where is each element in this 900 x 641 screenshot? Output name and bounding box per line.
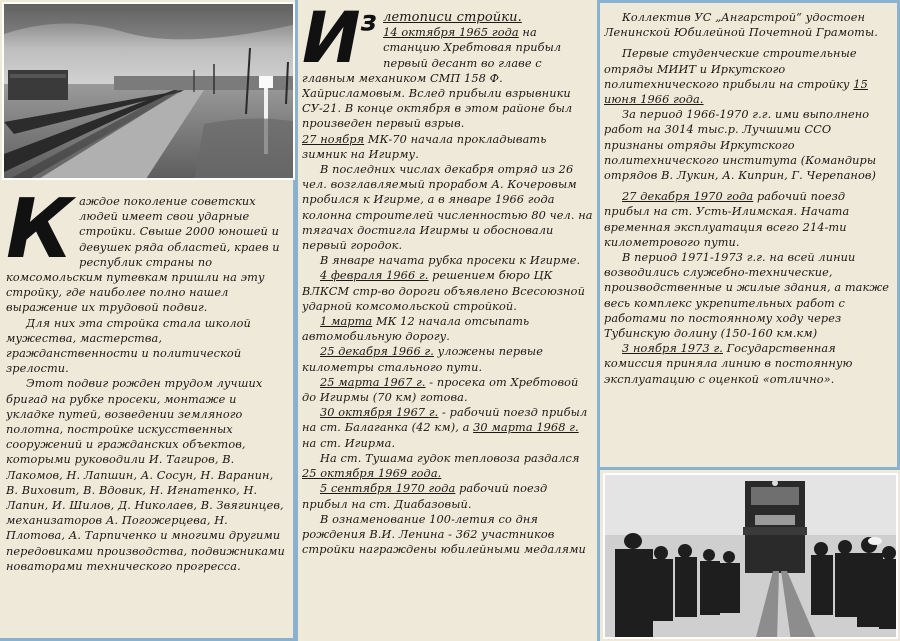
acceptance-paragraph xyxy=(604,341,894,387)
award-paragraph: Коллектив УС „Ангарстрой“ удостоен Ленинской Юбилейной Почетной Грамоты. xyxy=(604,11,878,40)
entry-10-date: 25 октября 1969 года. xyxy=(302,467,442,481)
entry-6-text: МК 12 начала отсыпать автомобильную дорогу. xyxy=(302,315,530,344)
entry-9-text: - рабочий поезд прибыл на ст. Балаганка (42 км), а xyxy=(302,406,588,435)
crowd-photo xyxy=(603,473,898,639)
railway-landscape-image xyxy=(4,4,295,180)
ust-ilimsk-paragraph xyxy=(604,189,894,250)
students-date: 15 июня 1966 года. xyxy=(604,77,868,107)
dropcap-i-sup: з xyxy=(360,10,378,37)
crowd-locomotive-image xyxy=(605,475,898,639)
dropcap-k: К xyxy=(6,194,74,277)
acceptance-date: 3 ноября 1973 г. xyxy=(622,342,723,356)
dropcap-i xyxy=(302,10,378,79)
entry-1-date: 14 октября 1965 года xyxy=(383,26,519,40)
entry-9 xyxy=(302,405,593,451)
entry-9b-text: на ст. Игирма. xyxy=(302,436,396,450)
entry-2-date: 27 ноября xyxy=(302,132,365,146)
entry-8-text: - просека от Хребтовой до Игирмы (70 км) готова. xyxy=(302,375,579,405)
brigades-paragraph: Этот подвиг рожден трудом лучших бригад на рубке просеки, монтаже и укладке путей, возведении земляного полотна, постройке искусственных сооружений и гражданских объектов, которыми руководили И. Тагиров, В. Лакомов, Н. Лапшин, А. Сосун, Н. Варанин, В. Виховит, В. Вдовик, Н. Игнатенко, Н. Лапин, И. Шилов, Д. Николаев, В. Звягинцев, механизаторов А. Погожерцева, Н. Плотова, А. Тарпиченко и многими другими передовиками производства, подвижниками новаторами технического прогресса. xyxy=(6,377,285,573)
intro-paragraph: аждое поколение советских людей имеет свои ударные стройки. Свыше 2000 юношей и девушек ряда областей, краев и республик страны по комсомольским путевкам пришли на эту стройку, где наиболее полно нашел выражение их трудовой подвиг. xyxy=(6,195,280,315)
dropcap-i-letter: И xyxy=(302,10,361,79)
entry-7-date: 25 декабря 1966 г. xyxy=(320,345,434,359)
entry-2-text: МК-70 начала прокладывать зимник на Игирму. xyxy=(302,132,547,161)
middle-column xyxy=(302,10,593,638)
students-results: За период 1966-1970 г.г. ими выполнено работ на 3014 тыс.р. Лучшими ССО признаны отряды Иркутского политехнического института (Командиры отрядов В. Лукин, А. Киприн, Г. Черепанов) xyxy=(604,108,877,183)
entry-11-date: 5 сентября 1970 года xyxy=(320,482,456,496)
entry-9-date: 30 октября 1967 г. xyxy=(320,406,439,420)
entry-3: В последних числах декабря отряд из 26 чел. возглавляемый прорабом А. Кочеровым пробился к Игирме, а в январе 1966 года колонна строителей численностью 80 чел. на тягачах достигла Игирмы и обосновали первый городок. xyxy=(302,163,593,253)
acceptance-text: Государственная комиссия приняла линию в постоянную эксплуатацию с оценкой «отлично». xyxy=(604,342,853,386)
entry-4: В январе начата рубка просеки к Игирме. xyxy=(320,254,581,268)
ust-ilimsk-text: рабочий поезд прибыл на ст. Усть-Илимская. Начата временная эксплуатация всего 214-ти километрового пути. xyxy=(604,190,850,249)
ust-ilimsk-date: 27 декабря 1970 года xyxy=(622,190,754,204)
entry-10 xyxy=(302,451,593,481)
entry-7 xyxy=(302,344,593,374)
entry-9b-date: 30 марта 1968 г. xyxy=(473,421,579,435)
middle-left-border xyxy=(295,0,298,641)
entry-11 xyxy=(302,481,593,511)
students-text: Первые студенческие строительные отряды МИИТ и Иркутского политехнического прибыли на стройку xyxy=(604,47,857,91)
entry-6 xyxy=(302,314,593,344)
entry-12: В ознаменование 100-летия со дня рождения В.И. Ленина - 362 участников стройки награждены юбилейными медалями xyxy=(302,512,586,557)
entry-7-text: уложены первые километры стального пути. xyxy=(302,345,544,374)
railway-photo xyxy=(2,2,295,180)
right-column xyxy=(604,10,894,466)
entry-8-date: 25 марта 1967 г. xyxy=(320,375,426,389)
chronicle-title: летописи стройки. xyxy=(383,10,522,25)
entry-6-date: 1 марта xyxy=(320,315,373,329)
entry-10-text: На ст. Тушама гудок тепловоза раздался xyxy=(320,451,580,465)
entry-5-text: решением бюро ЦК ВЛКСМ стр-во дороги объявлено Всесоюзной ударной комсомольской стройкой. xyxy=(302,269,585,313)
left-column xyxy=(6,194,288,639)
entry-11-text: рабочий поезд прибыл на ст. Диабазовый. xyxy=(302,482,548,511)
entry-5 xyxy=(302,268,593,314)
entry-5-date: 4 февраля 1966 г. xyxy=(320,269,429,283)
entry-2 xyxy=(302,132,593,162)
entry-1-text: на станцию Хребтовая прибыл первый десант во главе с главным механиком СМП 158 Ф. Хайрисламовым. Вслед прибыли взрывники СУ-21. В конце октября в этом районе был произведен первый взрыв. xyxy=(302,26,573,131)
entry-8 xyxy=(302,375,593,405)
school-paragraph: Для них эта стройка стала школой мужества, мастерства, гражданственности и политической зрелости. xyxy=(6,316,251,376)
students-paragraph xyxy=(604,46,894,107)
period-paragraph: В период 1971-1973 г.г. на всей линии возводились служебно-технические, производственные и жилые здания, а также весь комплекс укрепительных работ с работами по постоянному ходу через Тубинскую долину (150-160 км.км) xyxy=(604,251,890,341)
